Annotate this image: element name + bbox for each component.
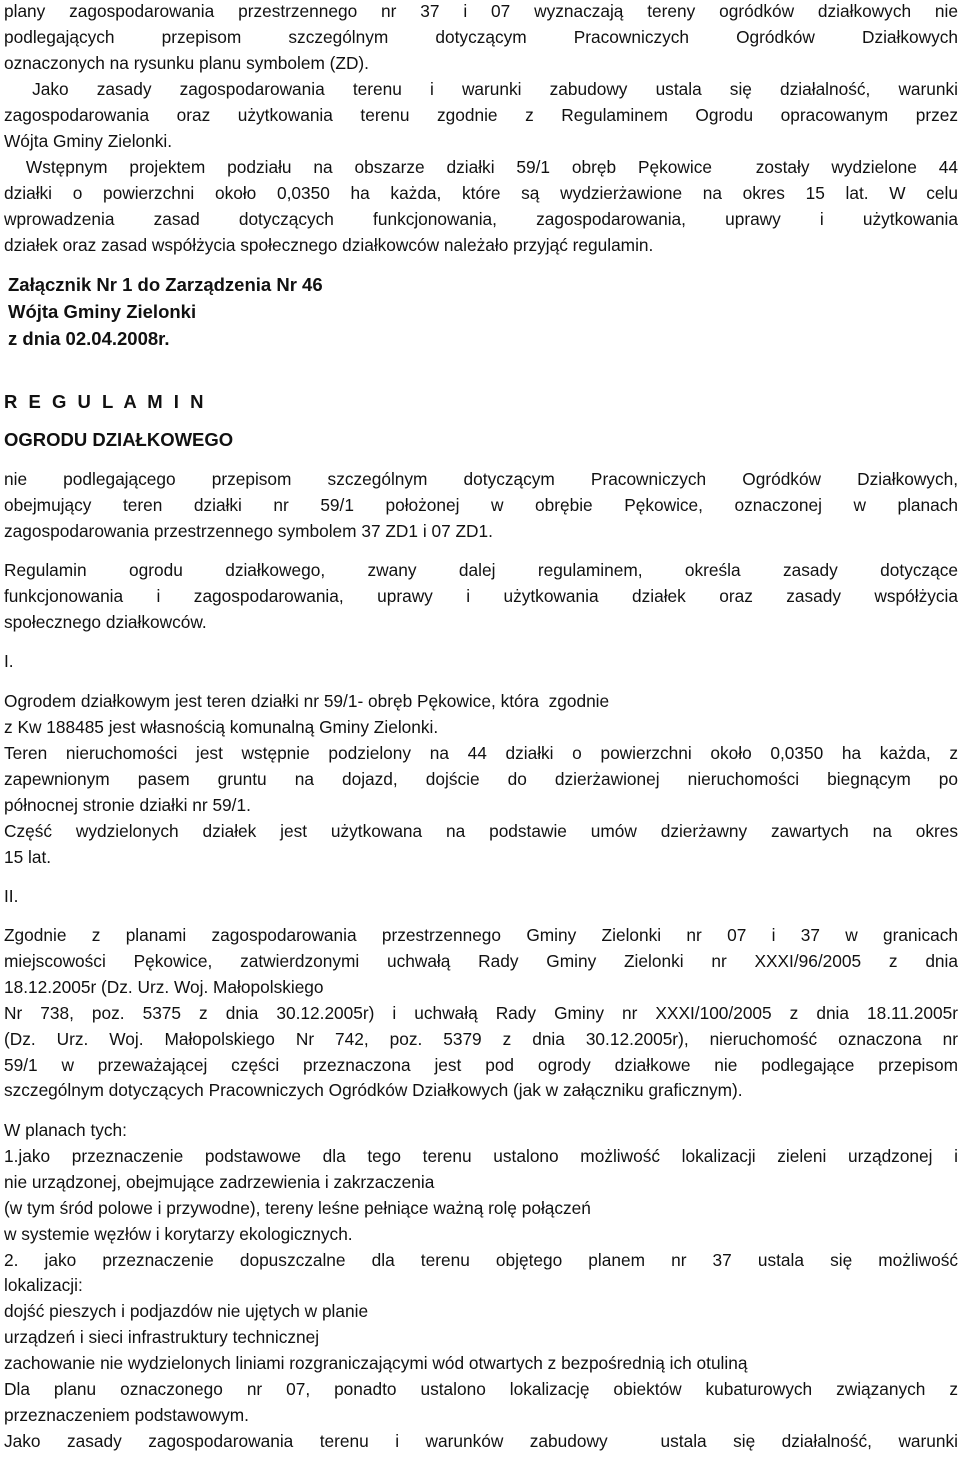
intro-paragraph-1 (4, 0, 958, 77)
text-line: Wstępnym projektem podziału na obszarze działki 59/1 obręb Pękowice zostały wydzielone 44 (4, 157, 958, 177)
text-line: dojść pieszych i podjazdów nie ujętych w planie (4, 1301, 369, 1322)
text-line: plany zagospodarowania przestrzennego nr 37 i 07 wyznaczają tereny ogródków działkowych nie (4, 1, 958, 21)
body-paragraph-9 (4, 923, 958, 1104)
text-line: urządzeń i sieci infrastruktury technicznej (4, 1327, 320, 1348)
text-line: wprowadzenia zasad dotyczących funkcjonowania, zagospodarowania, uprawy i użytkowania (4, 208, 958, 229)
text-line: 18.12.2005r (Dz. Urz. Woj. Małopolskiego (4, 976, 324, 997)
body-paragraph-4 (4, 467, 958, 545)
text-line: północnej stronie działki nr 59/1. (4, 794, 251, 815)
text-line: działki o powierzchni około 0,0350 ha każda, które są wydzierżawione na okres 15 lat. W celu (4, 182, 958, 203)
text-line: obejmujący teren działki nr 59/1 położonej w obrębie Pękowice, oznaczonej w planach (4, 494, 958, 515)
text-line: Teren nieruchomości jest wstępnie podzielony na 44 działki o powierzchni około 0,0350 ha każda, z (4, 743, 958, 763)
text-line: Nr 738, poz. 5375 z dnia 30.12.2005r) i uchwałą Rady Gminy nr XXXI/100/2005 z dnia 18.11.2005r (4, 1002, 958, 1023)
text-line: 1.jako przeznaczenie podstawowe dla tego terenu ustalono możliwość lokalizacji zieleni urządzonej i (4, 1145, 958, 1166)
text-line: szczególnym dotyczących Pracowniczych Ogródków Działkowych (jak w załączniku graficznym). (4, 1080, 743, 1101)
intro-paragraph-3 (4, 155, 958, 259)
intro-paragraph-2 (4, 77, 958, 155)
text-line: zapewnionym pasem gruntu na dojazd, dojście do dzierżawionej nieruchomości biegnącym po (4, 768, 958, 789)
text-line: społecznego działkowców. (4, 611, 207, 632)
attachment-line-1: Załącznik Nr 1 do Zarządzenia Nr 46 (8, 274, 323, 295)
text-line: Ogrodem działkowym jest teren działki nr 59/1- obręb Pękowice, która zgodnie (4, 691, 610, 711)
text-line: nie urządzonej, obejmujące zadrzewienia i zakrzaczenia (4, 1171, 435, 1192)
section-number-2: II. (4, 886, 19, 906)
text-line: oznaczonych na rysunku planu symbolem (ZD). (4, 52, 369, 73)
body-paragraph-8 (4, 819, 958, 871)
text-line: Jako zasady zagospodarowania terenu i warunków zabudowy ustala się działalność, warunki (4, 1430, 958, 1451)
text-line: Zgodnie z planami zagospodarowania przestrzennego Gminy Zielonki nr 07 i 37 w granicach (4, 925, 958, 945)
body-paragraph-7 (4, 741, 958, 819)
text-line: przeznaczeniem podstawowym. (4, 1404, 249, 1425)
text-line: zachowanie nie wydzielonych liniami rozgraniczającymi wód otwartych z bezpośrednią ich otuliną (4, 1353, 748, 1374)
text-line: Wójta Gminy Zielonki. (4, 130, 173, 151)
text-line: funkcjonowania i zagospodarowania, uprawy i użytkowania działek oraz zasady współżycia (4, 585, 958, 606)
text-line: Dla planu oznaczonego nr 07, ponadto ustalono lokalizację obiektów kubaturowych związanych z (4, 1379, 958, 1400)
text-line: podlegających przepisom szczególnym dotyczącym Pracowniczych Ogródków Działkowych (4, 26, 958, 47)
attachment-line-2: Wójta Gminy Zielonki (8, 301, 197, 322)
regulation-subtitle: OGRODU DZIAŁKOWEGO (4, 429, 234, 450)
text-line: 15 lat. (4, 846, 52, 867)
attachment-line-3: z dnia 02.04.2008r. (8, 328, 170, 349)
section-number-1: I. (4, 651, 14, 671)
text-line: z Kw 188485 jest własnością komunalną Gminy Zielonki. (4, 716, 439, 737)
body-paragraph-6 (4, 689, 958, 741)
text-line: działek oraz zasad współżycia społecznego działkowców należało przyjąć regulamin. (4, 234, 654, 255)
text-line: lokalizacji: (4, 1275, 83, 1296)
text-line: nie podlegającego przepisom szczególnym dotyczącym Pracowniczych Ogródków Działkowych, (4, 469, 958, 489)
body-paragraph-10 (4, 1118, 958, 1455)
text-line: zagospodarowania przestrzennego symbolem 37 ZD1 i 07 ZD1. (4, 520, 493, 541)
body-paragraph-5 (4, 558, 958, 636)
attachment-header (8, 271, 608, 352)
regulation-title: R E G U L A M I N (4, 391, 207, 412)
text-line: 59/1 w przeważającej części przeznaczona jest pod ogrody działkowe nie podlegające przepisom (4, 1054, 958, 1075)
text-line: (w tym śród polowe i przywodne), tereny leśne pełniące ważną rolę połączeń (4, 1197, 591, 1218)
text-line: Regulamin ogrodu działkowego, zwany dalej regulaminem, określa zasady dotyczące (4, 560, 958, 580)
text-line: Część wydzielonych działek jest użytkowana na podstawie umów dzierżawny zawartych na okres (4, 821, 958, 841)
text-line: (Dz. Urz. Woj. Małopolskiego Nr 742, poz. 5379 z dnia 30.12.2005r), nieruchomość oznaczona nr (4, 1028, 958, 1049)
text-line: Jako zasady zagospodarowania terenu i warunki zabudowy ustala się działalność, warunki (4, 79, 958, 99)
text-line: w systemie węzłów i korytarzy ekologicznych. (4, 1223, 353, 1244)
text-line: W planach tych: (4, 1120, 127, 1140)
text-line: 2. jako przeznaczenie dopuszczalne dla terenu objętego planem nr 37 ustala się możliwość (4, 1249, 958, 1270)
text-line: zagospodarowania oraz użytkowania terenu zgodnie z Regulaminem Ogrodu opracowanym przez (4, 104, 958, 125)
text-line: miejscowości Pękowice, zatwierdzonymi uchwałą Rady Gminy Zielonki nr XXXI/96/2005 z dnia (4, 950, 958, 971)
